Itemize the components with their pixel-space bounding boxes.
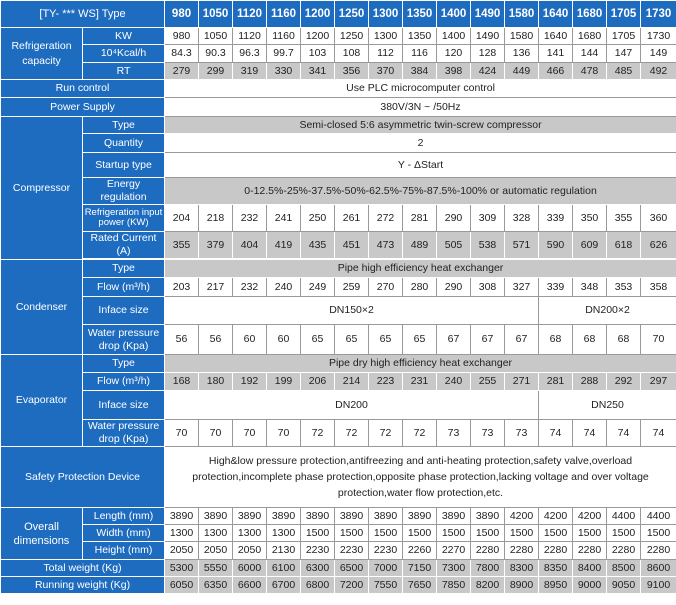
value-cell: 290 — [437, 278, 471, 297]
value-cell: 2280 — [573, 542, 607, 560]
value-cell: 308 — [471, 278, 505, 297]
model-header: 1350 — [403, 1, 437, 28]
value-cell: 206 — [301, 373, 335, 391]
value-cell: 232 — [233, 278, 267, 297]
value-cell: 7200 — [335, 577, 369, 594]
value-cell: 168 — [165, 373, 199, 391]
value-cell: 7650 — [403, 577, 437, 594]
value-cell: 339 — [539, 205, 573, 232]
value-cell: 9100 — [641, 577, 676, 594]
evaporator-inface-value: DN250 — [539, 391, 676, 420]
value-cell: 424 — [471, 63, 505, 80]
value-cell: 241 — [267, 205, 301, 232]
value-cell: 1300 — [267, 525, 301, 542]
table-row — [1, 447, 676, 508]
value-cell: 272 — [369, 205, 403, 232]
value-cell: 144 — [573, 45, 607, 63]
table-row — [1, 45, 676, 63]
value-cell: 3890 — [437, 508, 471, 525]
length-label: Length (mm) — [83, 508, 165, 525]
evaporator-type-value: Pipe dry high efficiency heat exchanger — [165, 355, 676, 373]
value-cell: 353 — [607, 278, 641, 297]
value-cell: 489 — [403, 232, 437, 259]
condenser-drop-label: Water pressure drop (Kpa) — [83, 325, 165, 355]
table-row — [1, 63, 676, 80]
value-cell: 103 — [301, 45, 335, 63]
value-cell: 74 — [539, 420, 573, 447]
value-cell: 180 — [199, 373, 233, 391]
table-row — [1, 355, 676, 373]
energy-regulation-value: 0-12.5%-25%-37.5%-50%-62.5%-75%-87.5%-100% or automatic regulation — [165, 178, 676, 205]
value-cell: 1500 — [539, 525, 573, 542]
width-label: Width (mm) — [83, 525, 165, 542]
value-cell: 1500 — [471, 525, 505, 542]
startup-type-label: Startup type — [83, 153, 165, 178]
table-row — [1, 134, 676, 153]
table-row — [1, 117, 676, 134]
model-header: 1730 — [641, 1, 676, 28]
value-cell: 128 — [471, 45, 505, 63]
value-cell: 204 — [165, 205, 199, 232]
value-cell: 2280 — [539, 542, 573, 560]
header-type-label: [TY- *** WS] Type — [1, 1, 165, 28]
table-row — [1, 1, 676, 28]
table-row — [1, 260, 676, 278]
value-cell: 74 — [641, 420, 676, 447]
model-header: 1705 — [607, 1, 641, 28]
value-cell: 1200 — [301, 28, 335, 45]
value-cell: 618 — [607, 232, 641, 259]
value-cell: 4200 — [539, 508, 573, 525]
value-cell: 8400 — [573, 560, 607, 577]
value-cell: 9050 — [607, 577, 641, 594]
condenser-inface-value: DN150×2 — [165, 297, 539, 325]
value-cell: 4200 — [573, 508, 607, 525]
model-header: 1160 — [267, 1, 301, 28]
value-cell: 259 — [335, 278, 369, 297]
value-cell: 370 — [369, 63, 403, 80]
value-cell: 1400 — [437, 28, 471, 45]
value-cell: 1500 — [403, 525, 437, 542]
value-cell: 2280 — [607, 542, 641, 560]
value-cell: 435 — [301, 232, 335, 259]
condenser-inface-value: DN200×2 — [539, 297, 676, 325]
evaporator-flow-label: Flow (m³/h) — [83, 373, 165, 391]
value-cell: 141 — [539, 45, 573, 63]
value-cell: 56 — [165, 325, 199, 355]
table-row — [1, 525, 676, 542]
value-cell: 330 — [267, 63, 301, 80]
running-weight-label: Running weight (Kg) — [1, 577, 165, 594]
value-cell: 1500 — [607, 525, 641, 542]
value-cell: 56 — [199, 325, 233, 355]
model-header: 1640 — [539, 1, 573, 28]
value-cell: 1300 — [233, 525, 267, 542]
value-cell: 6600 — [233, 577, 267, 594]
value-cell: 67 — [471, 325, 505, 355]
value-cell: 398 — [437, 63, 471, 80]
value-cell: 2260 — [403, 542, 437, 560]
value-cell: 7000 — [369, 560, 403, 577]
value-cell: 2230 — [369, 542, 403, 560]
value-cell: 68 — [573, 325, 607, 355]
value-cell: 339 — [539, 278, 573, 297]
value-cell: 73 — [505, 420, 539, 447]
table-row — [1, 278, 676, 297]
value-cell: 404 — [233, 232, 267, 259]
evaporator-type-label: Type — [83, 355, 165, 373]
startup-type-value: Y - ΔStart — [165, 153, 676, 178]
value-cell: 96.3 — [233, 45, 267, 63]
power-supply-label: Power Supply — [1, 98, 165, 117]
run-control-label: Run control — [1, 80, 165, 98]
value-cell: 288 — [573, 373, 607, 391]
value-cell: 3890 — [335, 508, 369, 525]
value-cell: 355 — [165, 232, 199, 259]
compressor-label: Compressor — [1, 117, 83, 260]
value-cell: 2280 — [505, 542, 539, 560]
value-cell: 70 — [165, 420, 199, 447]
model-header: 1250 — [335, 1, 369, 28]
value-cell: 449 — [505, 63, 539, 80]
value-cell: 2270 — [437, 542, 471, 560]
table-row — [1, 232, 676, 259]
value-cell: 1300 — [165, 525, 199, 542]
value-cell: 249 — [301, 278, 335, 297]
value-cell: 341 — [301, 63, 335, 80]
value-cell: 356 — [335, 63, 369, 80]
table-row — [1, 80, 676, 98]
value-cell: 72 — [403, 420, 437, 447]
value-cell: 3890 — [199, 508, 233, 525]
value-cell: 74 — [607, 420, 641, 447]
value-cell: 3890 — [471, 508, 505, 525]
value-cell: 4400 — [607, 508, 641, 525]
value-cell: 2230 — [301, 542, 335, 560]
value-cell: 67 — [505, 325, 539, 355]
value-cell: 292 — [607, 373, 641, 391]
value-cell: 223 — [369, 373, 403, 391]
compressor-type-label: Type — [83, 117, 165, 134]
evaporator-label: Evaporator — [1, 355, 83, 447]
value-cell: 279 — [165, 63, 199, 80]
value-cell: 1705 — [607, 28, 641, 45]
table-row — [1, 542, 676, 560]
condenser-label: Condenser — [1, 260, 83, 355]
value-cell: 3890 — [301, 508, 335, 525]
value-cell: 8300 — [505, 560, 539, 577]
model-header: 1200 — [301, 1, 335, 28]
value-cell: 7550 — [369, 577, 403, 594]
value-cell: 2050 — [233, 542, 267, 560]
value-cell: 328 — [505, 205, 539, 232]
model-header: 1680 — [573, 1, 607, 28]
value-cell: 3890 — [233, 508, 267, 525]
value-cell: 70 — [641, 325, 676, 355]
value-cell: 358 — [641, 278, 676, 297]
condenser-flow-label: Flow (m³/h) — [83, 278, 165, 297]
value-cell: 6500 — [335, 560, 369, 577]
total-weight-label: Total weight (Kg) — [1, 560, 165, 577]
value-cell: 70 — [267, 420, 301, 447]
value-cell: 1500 — [641, 525, 676, 542]
value-cell: 1160 — [267, 28, 301, 45]
evaporator-inface-value: DN200 — [165, 391, 539, 420]
value-cell: 355 — [607, 205, 641, 232]
evaporator-drop-label: Water pressure drop (Kpa) — [83, 420, 165, 447]
value-cell: 360 — [641, 205, 676, 232]
model-header: 1400 — [437, 1, 471, 28]
evaporator-inface-label: Inface size — [83, 391, 165, 420]
value-cell: 108 — [335, 45, 369, 63]
table-row — [1, 98, 676, 117]
value-cell: 72 — [335, 420, 369, 447]
value-cell: 1350 — [403, 28, 437, 45]
value-cell: 6800 — [301, 577, 335, 594]
value-cell: 1580 — [505, 28, 539, 45]
table-row — [1, 560, 676, 577]
model-header: 1300 — [369, 1, 403, 28]
value-cell: 5550 — [199, 560, 233, 577]
value-cell: 203 — [165, 278, 199, 297]
value-cell: 214 — [335, 373, 369, 391]
model-header: 1580 — [505, 1, 539, 28]
value-cell: 309 — [471, 205, 505, 232]
value-cell: 980 — [165, 28, 199, 45]
value-cell: 419 — [267, 232, 301, 259]
value-cell: 6300 — [301, 560, 335, 577]
value-cell: 1500 — [437, 525, 471, 542]
value-cell: 538 — [471, 232, 505, 259]
value-cell: 319 — [233, 63, 267, 80]
value-cell: 70 — [233, 420, 267, 447]
value-cell: 1500 — [505, 525, 539, 542]
value-cell: 73 — [471, 420, 505, 447]
value-cell: 5300 — [165, 560, 199, 577]
value-cell: 1490 — [471, 28, 505, 45]
value-cell: 281 — [403, 205, 437, 232]
table-row — [1, 205, 676, 232]
table-row — [1, 297, 676, 325]
value-cell: 2050 — [165, 542, 199, 560]
condenser-type-value: Pipe high efficiency heat exchanger — [165, 260, 676, 278]
value-cell: 255 — [471, 373, 505, 391]
value-cell: 2230 — [335, 542, 369, 560]
value-cell: 1120 — [233, 28, 267, 45]
value-cell: 1680 — [573, 28, 607, 45]
value-cell: 590 — [539, 232, 573, 259]
value-cell: 350 — [573, 205, 607, 232]
value-cell: 348 — [573, 278, 607, 297]
value-cell: 84.3 — [165, 45, 199, 63]
model-header: 1490 — [471, 1, 505, 28]
value-cell: 68 — [607, 325, 641, 355]
value-cell: 1730 — [641, 28, 676, 45]
compressor-quantity-value: 2 — [165, 134, 676, 153]
refrigeration-label: Refrigeration capacity — [1, 28, 83, 80]
table-row — [1, 577, 676, 594]
value-cell: 2280 — [641, 542, 676, 560]
energy-regulation-label: Energy regulation — [83, 178, 165, 205]
value-cell: 67 — [437, 325, 471, 355]
table-row — [1, 325, 676, 355]
value-cell: 74 — [573, 420, 607, 447]
value-cell: 72 — [369, 420, 403, 447]
kw-label: KW — [83, 28, 165, 45]
value-cell: 451 — [335, 232, 369, 259]
value-cell: 1500 — [301, 525, 335, 542]
value-cell: 9000 — [573, 577, 607, 594]
condenser-inface-label: Inface size — [83, 297, 165, 325]
value-cell: 505 — [437, 232, 471, 259]
table-row — [1, 420, 676, 447]
value-cell: 116 — [403, 45, 437, 63]
value-cell: 232 — [233, 205, 267, 232]
value-cell: 149 — [641, 45, 676, 63]
value-cell: 609 — [573, 232, 607, 259]
value-cell: 1500 — [369, 525, 403, 542]
value-cell: 73 — [437, 420, 471, 447]
value-cell: 281 — [539, 373, 573, 391]
value-cell: 192 — [233, 373, 267, 391]
value-cell: 120 — [437, 45, 471, 63]
value-cell: 261 — [335, 205, 369, 232]
value-cell: 478 — [573, 63, 607, 80]
value-cell: 297 — [641, 373, 676, 391]
value-cell: 4400 — [641, 508, 676, 525]
value-cell: 72 — [301, 420, 335, 447]
value-cell: 3890 — [267, 508, 301, 525]
model-header: 1050 — [199, 1, 233, 28]
value-cell: 379 — [199, 232, 233, 259]
value-cell: 7150 — [403, 560, 437, 577]
value-cell: 299 — [199, 63, 233, 80]
value-cell: 485 — [607, 63, 641, 80]
value-cell: 1050 — [199, 28, 233, 45]
rated-current-label: Rated Current (A) — [83, 232, 165, 259]
value-cell: 217 — [199, 278, 233, 297]
safety-label: Safety Protection Device — [1, 447, 165, 508]
value-cell: 271 — [505, 373, 539, 391]
value-cell: 473 — [369, 232, 403, 259]
value-cell: 4200 — [505, 508, 539, 525]
value-cell: 7800 — [471, 560, 505, 577]
dimensions-label: Overall dimensions — [1, 508, 83, 560]
value-cell: 6050 — [165, 577, 199, 594]
condenser-type-label: Type — [83, 260, 165, 278]
value-cell: 270 — [369, 278, 403, 297]
value-cell: 1300 — [199, 525, 233, 542]
power-supply-value: 380V/3N ~ /50Hz — [165, 98, 676, 117]
safety-value: High&low pressure protection,antifreezing and anti-heating protection,safety valve,overload protection,incomplete phase protection,opposite phase protection,lacking voltage and over voltage protection,water flow protection,etc. — [165, 447, 676, 508]
value-cell: 240 — [267, 278, 301, 297]
value-cell: 136 — [505, 45, 539, 63]
value-cell: 2130 — [267, 542, 301, 560]
value-cell: 90.3 — [199, 45, 233, 63]
value-cell: 65 — [301, 325, 335, 355]
value-cell: 7300 — [437, 560, 471, 577]
value-cell: 3890 — [403, 508, 437, 525]
kcal-label: 10⁴Kcal/h — [83, 45, 165, 63]
value-cell: 8350 — [539, 560, 573, 577]
input-power-label: Refrigeration input power (KW) — [83, 205, 165, 232]
value-cell: 60 — [233, 325, 267, 355]
value-cell: 280 — [403, 278, 437, 297]
height-label: Height (mm) — [83, 542, 165, 560]
value-cell: 1500 — [573, 525, 607, 542]
table-row — [1, 153, 676, 178]
value-cell: 290 — [437, 205, 471, 232]
value-cell: 112 — [369, 45, 403, 63]
value-cell: 8950 — [539, 577, 573, 594]
value-cell: 6100 — [267, 560, 301, 577]
value-cell: 3890 — [369, 508, 403, 525]
value-cell: 1300 — [369, 28, 403, 45]
value-cell: 65 — [335, 325, 369, 355]
value-cell: 626 — [641, 232, 676, 259]
value-cell: 250 — [301, 205, 335, 232]
value-cell: 1500 — [335, 525, 369, 542]
value-cell: 8900 — [505, 577, 539, 594]
table-row — [1, 391, 676, 420]
value-cell: 240 — [437, 373, 471, 391]
value-cell: 1640 — [539, 28, 573, 45]
table-row — [1, 28, 676, 45]
value-cell: 70 — [199, 420, 233, 447]
value-cell: 65 — [369, 325, 403, 355]
value-cell: 68 — [539, 325, 573, 355]
value-cell: 99.7 — [267, 45, 301, 63]
table-row — [1, 508, 676, 525]
value-cell: 8500 — [607, 560, 641, 577]
value-cell: 2280 — [471, 542, 505, 560]
value-cell: 3890 — [165, 508, 199, 525]
value-cell: 8600 — [641, 560, 676, 577]
compressor-type-value: Semi-closed 5:6 asymmetric twin-screw compressor — [165, 117, 676, 134]
value-cell: 8200 — [471, 577, 505, 594]
value-cell: 1250 — [335, 28, 369, 45]
value-cell: 492 — [641, 63, 676, 80]
value-cell: 6000 — [233, 560, 267, 577]
value-cell: 147 — [607, 45, 641, 63]
value-cell: 466 — [539, 63, 573, 80]
value-cell: 7850 — [437, 577, 471, 594]
value-cell: 384 — [403, 63, 437, 80]
value-cell: 6350 — [199, 577, 233, 594]
value-cell: 571 — [505, 232, 539, 259]
value-cell: 199 — [267, 373, 301, 391]
value-cell: 231 — [403, 373, 437, 391]
value-cell: 65 — [403, 325, 437, 355]
table-row — [1, 178, 676, 205]
value-cell: 327 — [505, 278, 539, 297]
value-cell: 60 — [267, 325, 301, 355]
model-header: 980 — [165, 1, 199, 28]
value-cell: 6700 — [267, 577, 301, 594]
compressor-quantity-label: Quantity — [83, 134, 165, 153]
value-cell: 2050 — [199, 542, 233, 560]
table-row — [1, 373, 676, 391]
run-control-value: Use PLC microcomputer control — [165, 80, 676, 98]
rt-label: RT — [83, 63, 165, 80]
value-cell: 218 — [199, 205, 233, 232]
model-header: 1120 — [233, 1, 267, 28]
